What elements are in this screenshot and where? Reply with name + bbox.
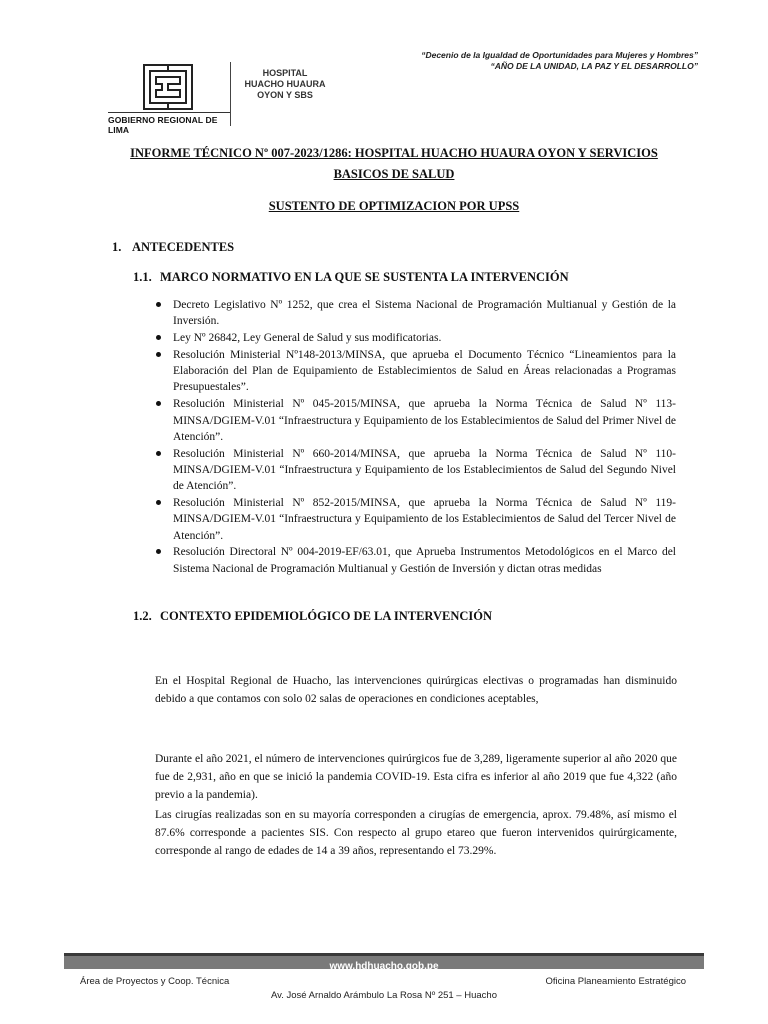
subsection-number: 1.2. (133, 609, 152, 623)
footer-bar (64, 953, 704, 972)
section-title: ANTECEDENTES (132, 240, 235, 254)
section-heading-antecedentes (112, 240, 234, 255)
list-item-text: Decreto Legislativo Nº 1252, que crea el Sistema Nacional de Programación Multianual y Gestión de la Inversión. (173, 299, 676, 328)
subsection-title: MARCO NORMATIVO EN LA QUE SE SUSTENTA LA INTERVENCIÓN (160, 270, 569, 284)
bullet-icon (156, 500, 161, 505)
document-subtitle: SUSTENTO DE OPTIMIZACION POR UPSS (268, 199, 520, 213)
bullet-icon (156, 335, 161, 340)
regional-emblem-icon (141, 62, 195, 112)
bullet-icon (156, 451, 161, 456)
footer-left-office: Área de Proyectos y Coop. Técnica (80, 976, 230, 987)
subsection-heading-contexto (133, 609, 492, 624)
list-item (154, 297, 676, 330)
legal-framework-list (154, 297, 676, 578)
list-item-text: Resolución Ministerial Nº 660-2014/MINSA, que aprueba la Norma Técnica de Salud Nº 110-MINSA/DGIEM-V.01 “Infraestructura y Equipamiento de los Establecimientos de Salud del Segundo Nivel de Atención”. (173, 447, 676, 493)
bullet-icon (156, 401, 161, 406)
list-item (154, 347, 676, 396)
section-number: 1. (112, 240, 122, 254)
paragraph-surgery-counts: Durante el año 2021, el número de intervenciones quirúrgicos fue de 3,289, ligeramente superior al año 2020 que fue de 2,931, año en que se inició la pandemia COVID-19. Esta cifra es inferior al año 2019 que fue 4,322 (año previo a la pandemia). (155, 753, 677, 801)
list-item (154, 495, 676, 544)
subsection-heading-marco-normativo (133, 270, 569, 285)
gobierno-regional-logo (108, 58, 228, 135)
hospital-name (240, 68, 330, 101)
decade-motto (360, 50, 698, 72)
list-item-text: Resolución Ministerial Nº 045-2015/MINSA, que aprueba la Norma Técnica de Salud Nº 113-MINSA/DGIEM-V.01 “Infraestructura y Equipamiento de los Establecimientos de Salud del Primer Nivel de Atención”. (173, 398, 676, 443)
bullet-icon (156, 352, 161, 357)
title-line-1: INFORME TÉCNICO Nº 007-2023/1286: HOSPITAL HUACHO HUAURA OYON Y SERVICIOS (130, 146, 658, 160)
list-item-text: Resolución Ministerial Nº 852-2015/MINSA, que aprueba la Norma Técnica de Salud Nº 119-MINSA/DGIEM-V.01 “Infraestructura y Equipamiento de los Establecimientos de Salud del Tercer Nivel de Atención”. (173, 497, 676, 542)
letterhead (0, 0, 768, 140)
list-item-text: Resolución Directoral Nº 004-2019-EF/63.01, que Aprueba Instrumentos Metodológicos en el Marco del Sistema Nacional de Programación Multianual y Gestión de Inversión y dictan otras medidas (173, 546, 676, 575)
subsection-number: 1.1. (133, 270, 152, 284)
document-title (96, 143, 692, 185)
list-item (154, 396, 676, 445)
decade-line-2: “AÑO DE LA UNIDAD, LA PAZ Y EL DESARROLLO” (490, 61, 698, 71)
gobierno-label: GOBIERNO REGIONAL DE LIMA (108, 112, 230, 135)
bullet-icon (156, 549, 161, 554)
logo-divider (230, 62, 231, 126)
list-item-text: Resolución Ministerial Nº148-2013/MINSA, que aprueba el Documento Técnico “Lineamientos para la Elaboración del Plan de Equipamiento de Establecimientos de Salud en Áreas relacionadas a Programas Presupuestales”. (173, 348, 676, 394)
footer-website-link[interactable]: www.hdhuacho.gob.pe (329, 961, 439, 972)
decade-line-1: “Decenio de la Igualdad de Oportunidades para Mujeres y Hombres” (421, 50, 698, 60)
list-item (154, 330, 676, 346)
footer-right-office: Oficina Planeamiento Estratégico (545, 976, 686, 987)
footer-address: Av. José Arnaldo Arámbulo La Rosa Nº 251 – Huacho (271, 990, 497, 1001)
title-line-2: BASICOS DE SALUD (333, 167, 455, 181)
hospital-line-1: HOSPITAL (262, 68, 308, 78)
subsection-title: CONTEXTO EPIDEMIOLÓGICO DE LA INTERVENCIÓN (160, 609, 493, 623)
list-item-text: Ley Nº 26842, Ley General de Salud y sus modificatorias. (173, 332, 442, 345)
paragraph-surgery-profile: Las cirugías realizadas son en su mayoría corresponden a cirugías de emergencia, aprox. 79.48%, así mismo el 87.6% corresponde a pacientes SIS. Con respecto al grupo etareo que fueron intervenidos quirúrgicamente, corresponde al rango de edades de 14 a 39 años, representando el 73.29%. (155, 809, 677, 857)
bullet-icon (156, 302, 161, 307)
paragraph-surgery-decline: En el Hospital Regional de Huacho, las intervenciones quirúrgicas electivas o programadas han disminuido debido a que contamos con solo 02 salas de operaciones en condiciones aceptables, (155, 675, 677, 705)
hospital-line-2: HUACHO HUAURA (244, 79, 326, 89)
list-item (154, 446, 676, 495)
hospital-line-3: OYON Y SBS (257, 90, 313, 100)
list-item (154, 544, 676, 577)
